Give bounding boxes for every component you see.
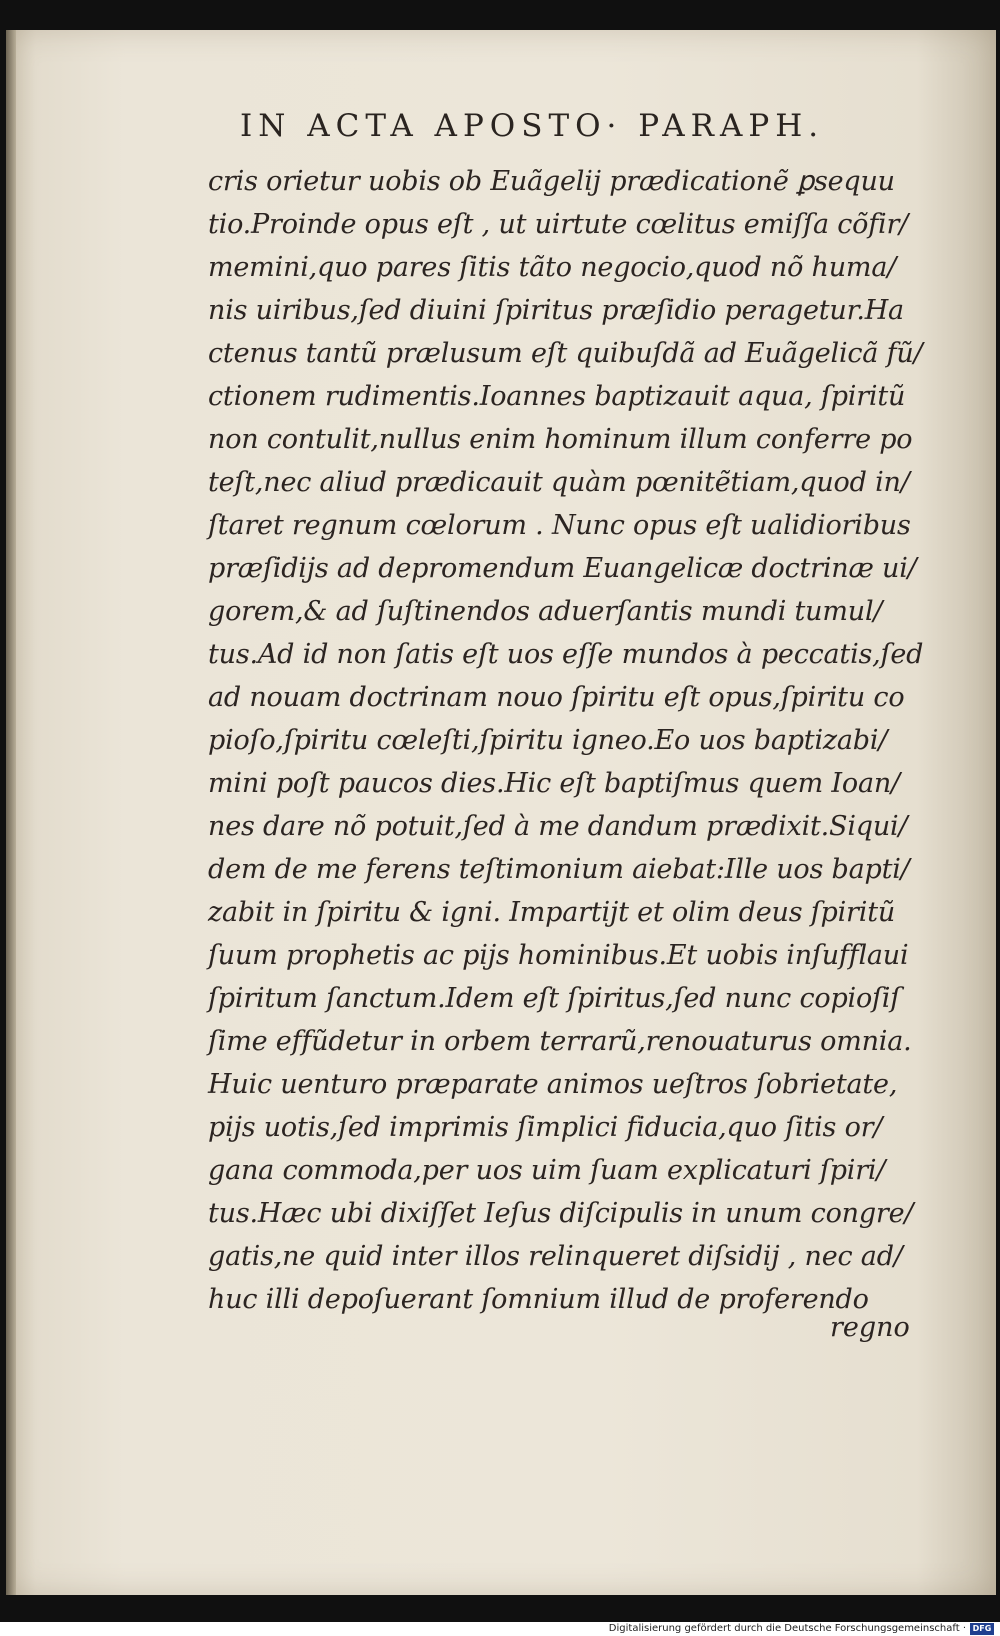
text-line: ſtaret regnum cœlorum . Nunc opus eſt ualidioribus	[208, 510, 911, 541]
text-line: zabit in ſpiritu & igni. Impartijt et olim deus ſpiritũ	[208, 897, 896, 928]
text-line: pioſo,ſpiritu cœleſti,ſpiritu igneo.Eo uos baptizabi/	[208, 725, 888, 756]
text-line: teſt,nec aliud prædicauit quàm pœnitẽtiam,quod in/	[208, 467, 910, 498]
text-line: gana commoda,per uos uim ſuam explicaturi ſpiri/	[208, 1155, 886, 1186]
text-line: ſuum prophetis ac pijs hominibus.Et uobis inſufflaui	[208, 940, 909, 971]
text-line: ctionem rudimentis.Ioannes baptizauit aqua, ſpiritũ	[208, 381, 906, 412]
text-line: tio.Proinde opus eſt , ut uirtute cœlitus emiſſa cõfir/	[208, 209, 909, 240]
text-line: tus.Ad id non ſatis eſt uos eſſe mundos à peccatis,ſed	[208, 639, 924, 670]
text-line: memini,quo pares ſitis tãto negocio,quod nõ huma/	[208, 252, 897, 283]
text-line: huc illi depoſuerant ſomnium illud de proferendo	[208, 1284, 869, 1315]
body-text	[208, 160, 924, 1321]
text-line: Huic uenturo præparate animos ueſtros ſobrietate,	[208, 1069, 898, 1100]
text-line: ad nouam doctrinam nouo ſpiritu eſt opus,ſpiritu co	[208, 682, 905, 713]
text-line: non contulit,nullus enim hominum illum conferre po	[208, 424, 913, 455]
text-line: præſidijs ad depromendum Euangelicæ doctrinæ ui/	[208, 553, 917, 584]
text-line: gatis,ne quid inter illos relinqueret diſsidij , nec ad/	[208, 1241, 903, 1272]
text-line: pijs uotis,ſed imprimis ſimplici fiducia,quo ſitis or/	[208, 1112, 883, 1143]
text-line: ctenus tantũ prælusum eſt quibuſdã ad Euãgelicã fũ/	[208, 338, 923, 369]
running-head: IN ACTA APOSTO· PARAPH.	[240, 108, 825, 144]
text-line: mini poſt paucos dies.Hic eſt baptiſmus quem Ioan/	[208, 768, 900, 799]
text-line: dem de me ferens teſtimonium aiebat:Ille uos bapti/	[208, 854, 910, 885]
text-line: ſime effũdetur in orbem terrarũ,renouaturus omnia.	[208, 1026, 912, 1057]
text-line: cris orietur uobis ob Euãgelij prædicationẽ ꝑsequu	[208, 166, 895, 197]
dfg-logo: DFG	[970, 1623, 994, 1635]
text-line: nes dare nõ potuit,ſed à me dandum prædixit.Siqui/	[208, 811, 908, 842]
text-line: ſpiritum ſanctum.Idem eſt ſpiritus,ſed nunc copioſiſ	[208, 983, 901, 1014]
page-gutter-shadow	[6, 30, 16, 1595]
catchword: regno	[830, 1312, 910, 1343]
text-line: gorem,& ad ſuſtinendos aduerſantis mundi tumul/	[208, 596, 883, 627]
text-line: tus.Hæc ubi dixiſſet Ieſus diſcipulis in unum congre/	[208, 1198, 914, 1229]
text-line: nis uiribus,ſed diuini ſpiritus præſidio peragetur.Ha	[208, 295, 904, 326]
footer-credit: Digitalisierung gefördert durch die Deutsche Forschungsgemeinschaft ·	[608, 1623, 966, 1634]
